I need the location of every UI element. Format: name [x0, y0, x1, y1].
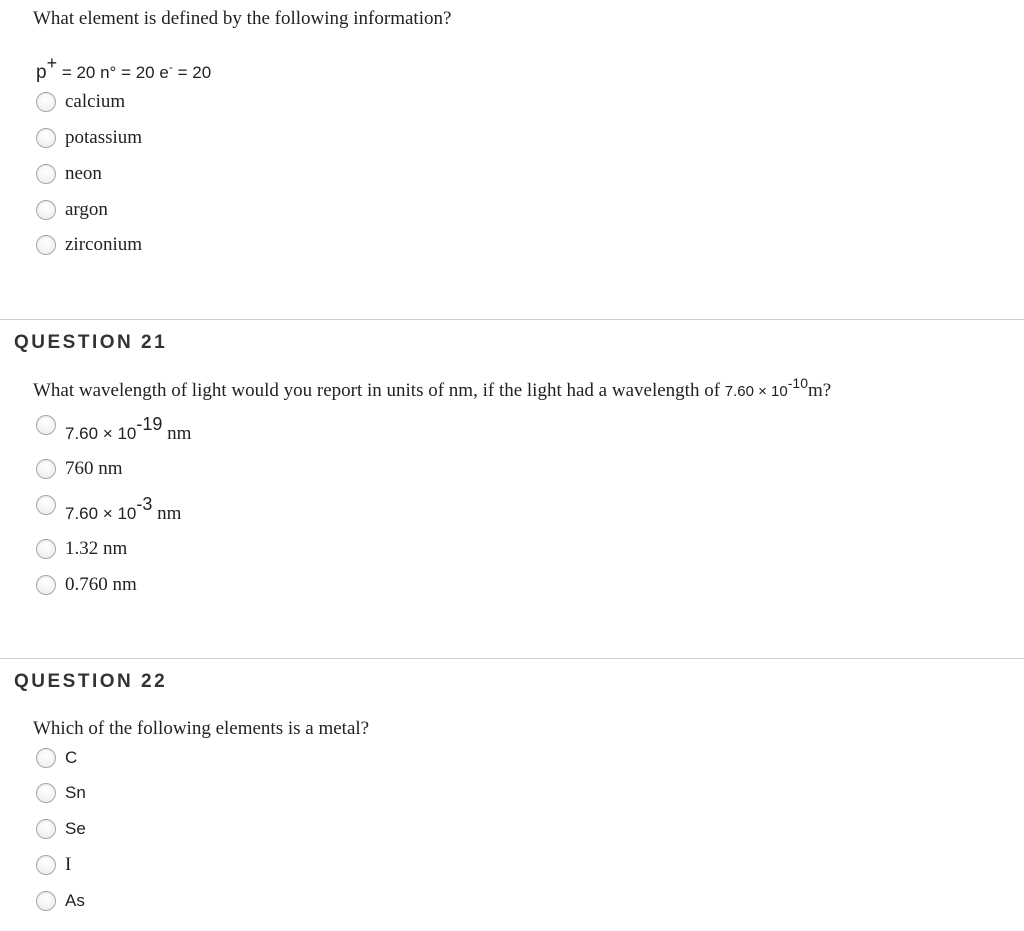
question-20-info: [36, 53, 212, 84]
q22-option-se[interactable]: [36, 817, 86, 841]
q21-option-5[interactable]: [36, 573, 137, 597]
option-mantissa: 7.60 × 10: [65, 424, 137, 443]
option-label: As: [65, 891, 85, 910]
option-exponent: -3: [136, 494, 153, 514]
option-label: Sn: [65, 783, 86, 802]
radio-button[interactable]: [36, 128, 56, 148]
option-label: argon: [65, 199, 108, 220]
radio-button[interactable]: [36, 92, 56, 112]
option-unit: nm: [162, 423, 192, 444]
q21-option-4[interactable]: [36, 537, 127, 561]
option-label: neon: [65, 163, 102, 184]
question-21-prompt: What wavelength of light would you report in units of nm, if the light had a wavelength of: [33, 380, 725, 401]
radio-button[interactable]: [36, 855, 56, 875]
option-label: 0.760 nm: [65, 574, 137, 595]
radio-button[interactable]: [36, 164, 56, 184]
option-label: calcium: [65, 91, 126, 112]
q20-option-argon[interactable]: [36, 198, 108, 222]
option-exponent: -19: [136, 414, 163, 434]
q22-option-c[interactable]: [36, 746, 77, 770]
proton-symbol: p: [36, 62, 47, 83]
option-label: potassium: [65, 127, 143, 148]
option-unit: nm: [152, 503, 182, 524]
proton-charge: +: [46, 53, 58, 73]
radio-button[interactable]: [36, 235, 56, 255]
radio-button[interactable]: [36, 200, 56, 220]
radio-button[interactable]: [36, 575, 56, 595]
option-label: I: [65, 854, 72, 875]
radio-button[interactable]: [36, 415, 56, 435]
radio-button[interactable]: [36, 539, 56, 559]
divider: [0, 319, 1024, 320]
q20-option-potassium[interactable]: [36, 126, 142, 150]
option-label: zirconium: [65, 234, 143, 255]
q21-option-3[interactable]: [36, 493, 182, 524]
wavelength-exponent: -10: [787, 375, 808, 392]
radio-button[interactable]: [36, 748, 56, 768]
particle-counts: = 20 n° = 20 e: [57, 63, 169, 82]
radio-button[interactable]: [36, 891, 56, 911]
electron-count: = 20: [172, 63, 212, 82]
q22-option-sn[interactable]: [36, 781, 86, 805]
q21-option-1[interactable]: [36, 413, 192, 444]
radio-button[interactable]: [36, 783, 56, 803]
q20-option-calcium[interactable]: [36, 90, 125, 114]
radio-button[interactable]: [36, 819, 56, 839]
option-label: 760 nm: [65, 458, 123, 479]
q22-option-i[interactable]: [36, 853, 71, 877]
q22-option-as[interactable]: [36, 889, 85, 913]
option-label: Se: [65, 819, 86, 838]
q20-option-zirconium[interactable]: [36, 233, 142, 257]
question-22-heading: QUESTION 22: [14, 671, 168, 692]
question-20-text: What element is defined by the following information?: [33, 8, 452, 29]
divider: [0, 658, 1024, 659]
question-21-heading: QUESTION 21: [14, 332, 168, 353]
option-label: [65, 414, 192, 445]
q20-option-neon[interactable]: [36, 162, 102, 186]
option-label: 1.32 nm: [65, 538, 128, 559]
wavelength-unit: m: [807, 380, 823, 401]
option-label: [65, 494, 182, 525]
electron-charge: -: [168, 60, 173, 75]
radio-button[interactable]: [36, 495, 56, 515]
wavelength-end: ?: [822, 380, 832, 401]
option-mantissa: 7.60 × 10: [65, 504, 137, 523]
radio-button[interactable]: [36, 459, 56, 479]
question-21-text: [33, 375, 832, 402]
question-22-text: Which of the following elements is a metal?: [33, 718, 370, 739]
option-label: C: [65, 748, 78, 767]
wavelength-mantissa: 7.60 × 10: [724, 383, 788, 400]
q21-option-2[interactable]: [36, 457, 123, 481]
